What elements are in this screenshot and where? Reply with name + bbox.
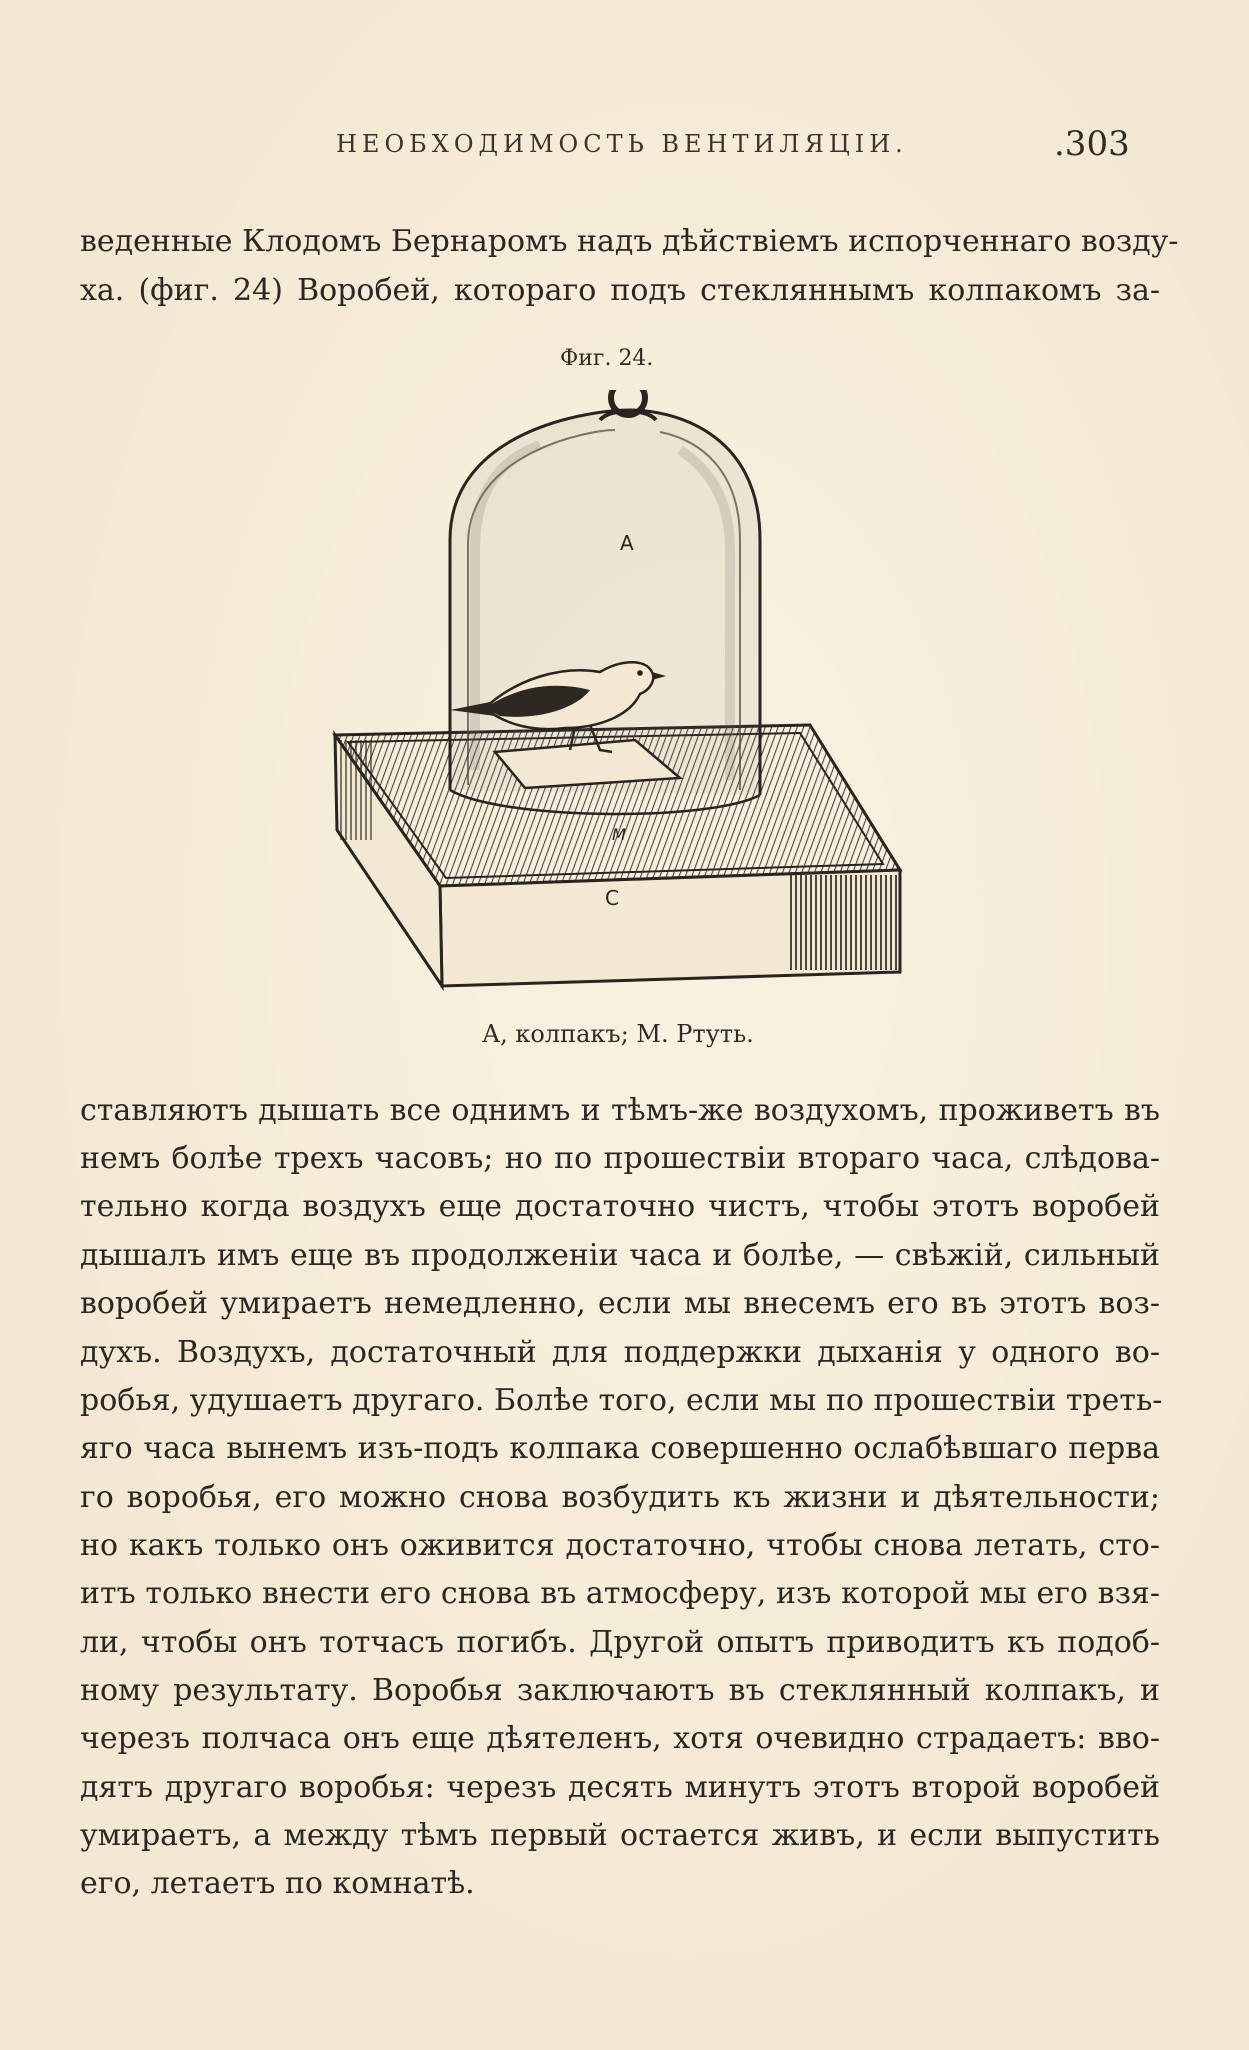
text-line: яго часа вынемъ изъ-подъ колпака совершенно ослабѣвшаго перва — [80, 1431, 1160, 1466]
page-number: .303 — [1054, 124, 1130, 164]
text-line: дятъ другаго воробья: черезъ десять минутъ этотъ второй воробей — [80, 1770, 1160, 1805]
text-line: воробей умираетъ немедленно, если мы внесемъ его въ этотъ воз- — [80, 1286, 1160, 1321]
text-line: робья, удушаетъ другаго. Болѣе того, если мы по прошествіи треть- — [80, 1383, 1163, 1418]
text-line: веденные Клодомъ Бернаромъ надъ дѣйствіемъ испорченнаго возду- — [80, 224, 1179, 259]
figure-caption: А, колпакъ; М. Ртуть. — [482, 1020, 754, 1048]
text-line: дышалъ имъ еще въ продолженіи часа и болѣе, — свѣжій, сильный — [80, 1238, 1160, 1273]
label-c: С — [605, 886, 619, 910]
running-title: НЕОБХОДИМОСТЬ ВЕНТИЛЯЦІИ. — [336, 130, 908, 158]
text-line: итъ только внести его снова въ атмосферу, изъ которой мы его взя- — [80, 1576, 1160, 1611]
bell-jar-illustration — [300, 390, 960, 1000]
text-line: ха. (фиг. 24) Воробей, котораго подъ стекляннымъ колпакомъ за- — [80, 273, 1160, 308]
text-line: черезъ полчаса онъ еще дѣятеленъ, хотя очевидно страдаетъ: вво- — [80, 1721, 1160, 1756]
text-line: тельно когда воздухъ еще достаточно чистъ, чтобы этотъ воробей — [80, 1189, 1160, 1224]
text-line: умираетъ, а между тѣмъ первый остается живъ, и если выпустить — [80, 1818, 1160, 1853]
text-line: ному результату. Воробья заключаютъ въ стеклянный колпакъ, и — [80, 1673, 1160, 1708]
text-line: его, летаетъ по комнатѣ. — [80, 1866, 475, 1901]
text-line: но какъ только онъ оживится достаточно, чтобы снова летать, сто- — [80, 1528, 1160, 1563]
text-line: духъ. Воздухъ, достаточный для поддержки дыханія у одного во- — [80, 1335, 1160, 1370]
label-a: А — [620, 531, 634, 555]
figure-label: Фиг. 24. — [560, 346, 654, 371]
text-line: ставляютъ дышать все однимъ и тѣмъ-же воздухомъ, проживетъ въ — [80, 1093, 1160, 1128]
text-line: немъ болѣе трехъ часовъ; но по прошествіи втораго часа, слѣдова- — [80, 1141, 1160, 1176]
text-line: ли, чтобы онъ тотчасъ погибъ. Другой опытъ приводитъ къ подоб- — [80, 1625, 1160, 1660]
label-m: М — [612, 825, 626, 844]
text-line: го воробья, его можно снова возбудить къ жизни и дѣятельности; — [80, 1480, 1160, 1515]
